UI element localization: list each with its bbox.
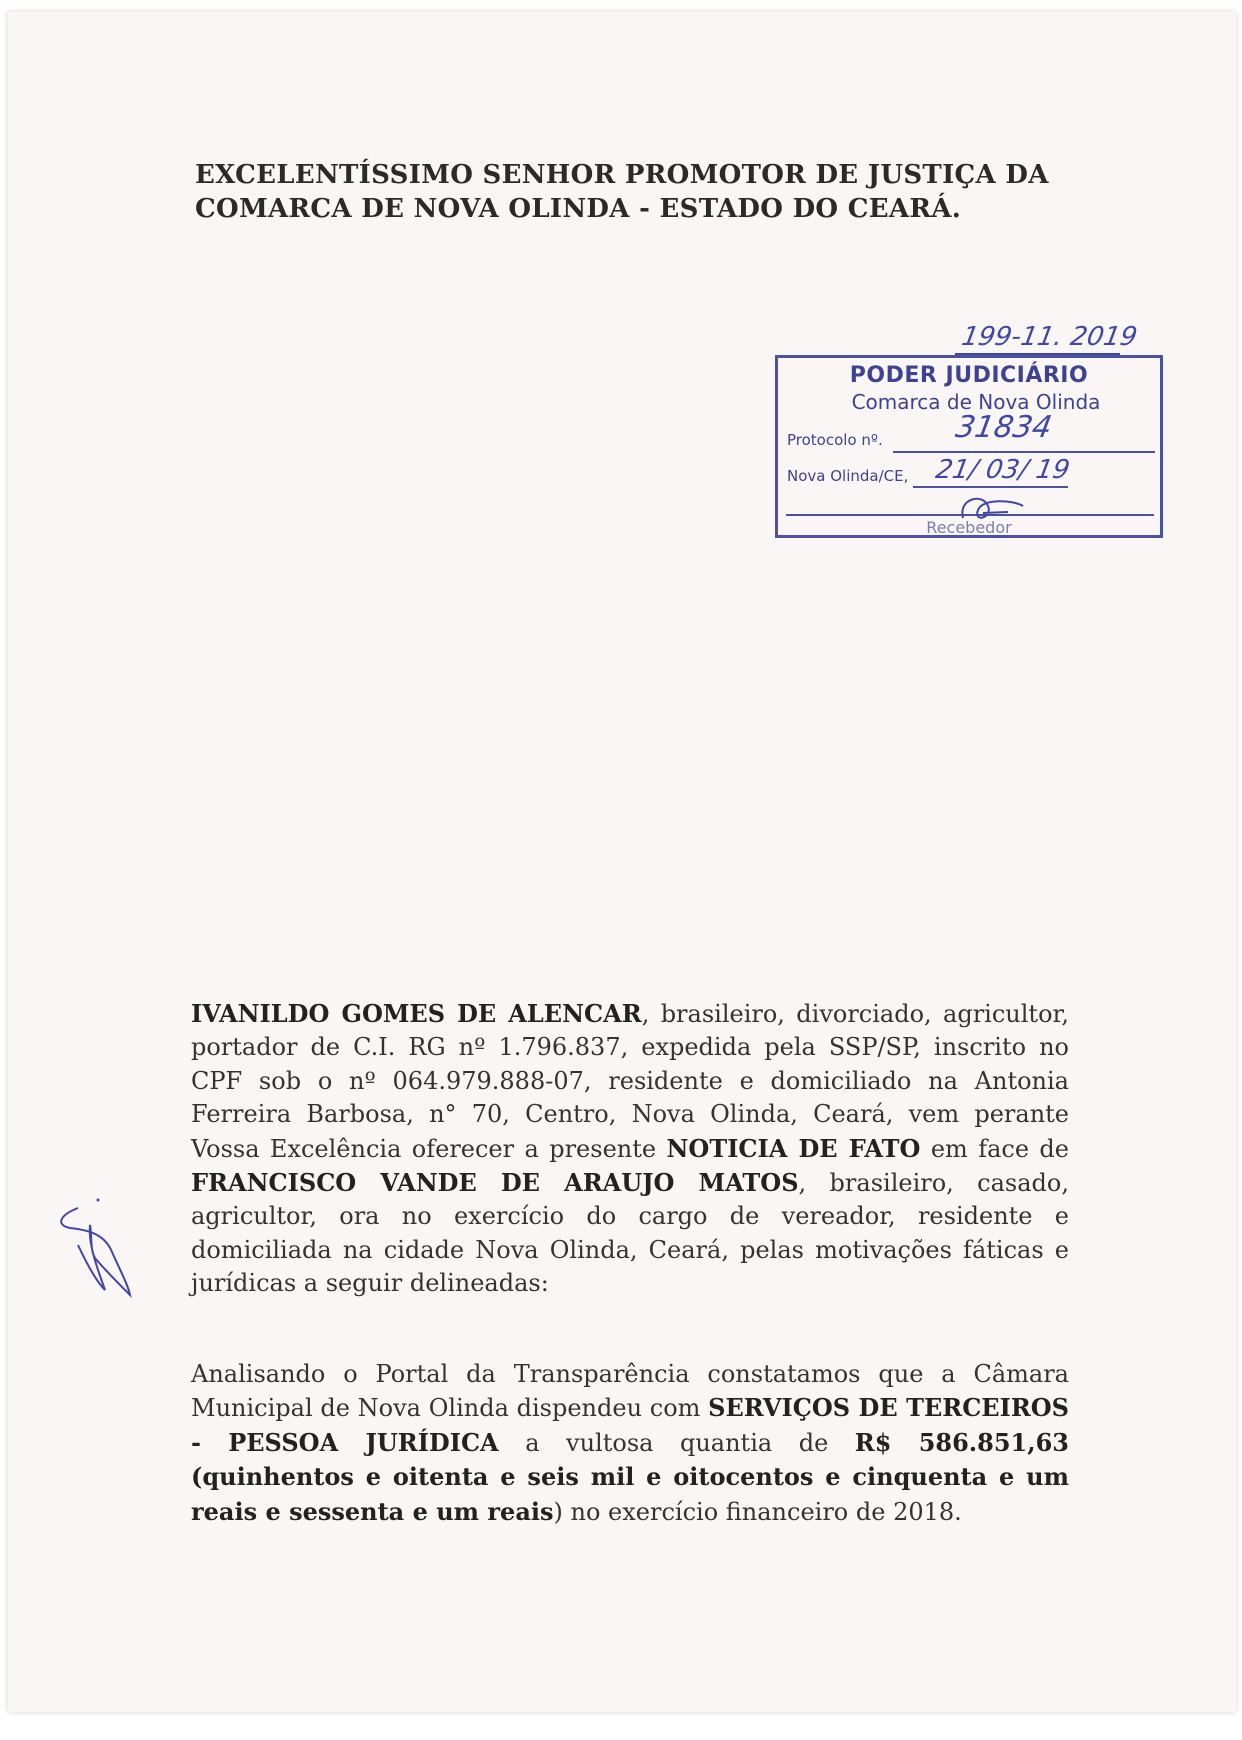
p1-text-1: , brasileiro, divorciado, agricultor, portador de C.I. RG nº 1.796.837, expedida pela SSP/SP, inscrito no CPF sob o nº 064.979.888-07, residente e domiciliado na Antonia Ferreira Barbosa, n° 70, Centro, Nova Olinda, Ceará, vem perante Vossa Excelência oferecer a presente <box>191 1000 1069 1163</box>
addressee-line-2: COMARCA DE NOVA OLINDA - ESTADO DO CEARÁ. <box>195 194 962 224</box>
expense-amount: R$ 586.851,63 (quinhentos e oitenta e seis mil e oitocentos e cinquenta e um reais e sessenta e um reais <box>191 1427 1069 1526</box>
p2-text-1: Analisando o Portal da Transparência constatamos que a Câmara Municipal de Nova Olinda dispendeu com <box>191 1360 1069 1423</box>
addressee-heading <box>195 158 1075 226</box>
stamp-protocol-label: Protocolo nº. <box>787 431 883 449</box>
stamp-city-label: Nova Olinda/CE, <box>787 467 909 485</box>
expense-category: SERVIÇOS DE TERCEIROS - PESSOA JURÍDICA <box>191 1393 1069 1457</box>
stamp-subtitle: Comarca de Nova Olinda <box>851 390 1101 414</box>
defendant-name: FRANCISCO VANDE DE ARAUJO MATOS <box>191 1168 799 1198</box>
p1-text-3: , brasileiro, casado, agricultor, ora no exercício do cargo de vereador, residente e domiciliada na cidade Nova Olinda, Ceará, pelas motivações fáticas e jurídicas a seguir delineadas: <box>191 1169 1070 1298</box>
stamp-title: PODER JUDICIÁRIO <box>849 363 1089 388</box>
document-type: NOTICIA DE FATO <box>666 1133 921 1163</box>
court-receipt-stamp <box>775 355 1163 538</box>
addressee-line-1: EXCELENTÍSSIMO SENHOR PROMOTOR DE JUSTIÇA DA <box>195 160 1049 190</box>
p2-text-2: a vultosa quantia de <box>498 1428 855 1457</box>
stamp-date-value: 21/ 03/ 19 <box>933 455 1072 485</box>
stamp-receiver-label: Recebedor <box>926 518 1012 537</box>
stamp-protocol-line <box>893 451 1155 453</box>
handwritten-process-number: 199-11. 2019 <box>959 322 1140 352</box>
stamp-protocol-value: 31834 <box>952 410 1055 445</box>
p2-text-3: ) no exercício financeiro de 2018. <box>553 1497 962 1526</box>
paragraph-qualification <box>191 997 1069 1301</box>
margin-initials-signature <box>50 1190 140 1305</box>
paragraph-facts <box>191 1358 1069 1529</box>
p1-text-2: em face de <box>920 1134 1070 1163</box>
complainant-name: IVANILDO GOMES DE ALENCAR <box>191 999 642 1028</box>
